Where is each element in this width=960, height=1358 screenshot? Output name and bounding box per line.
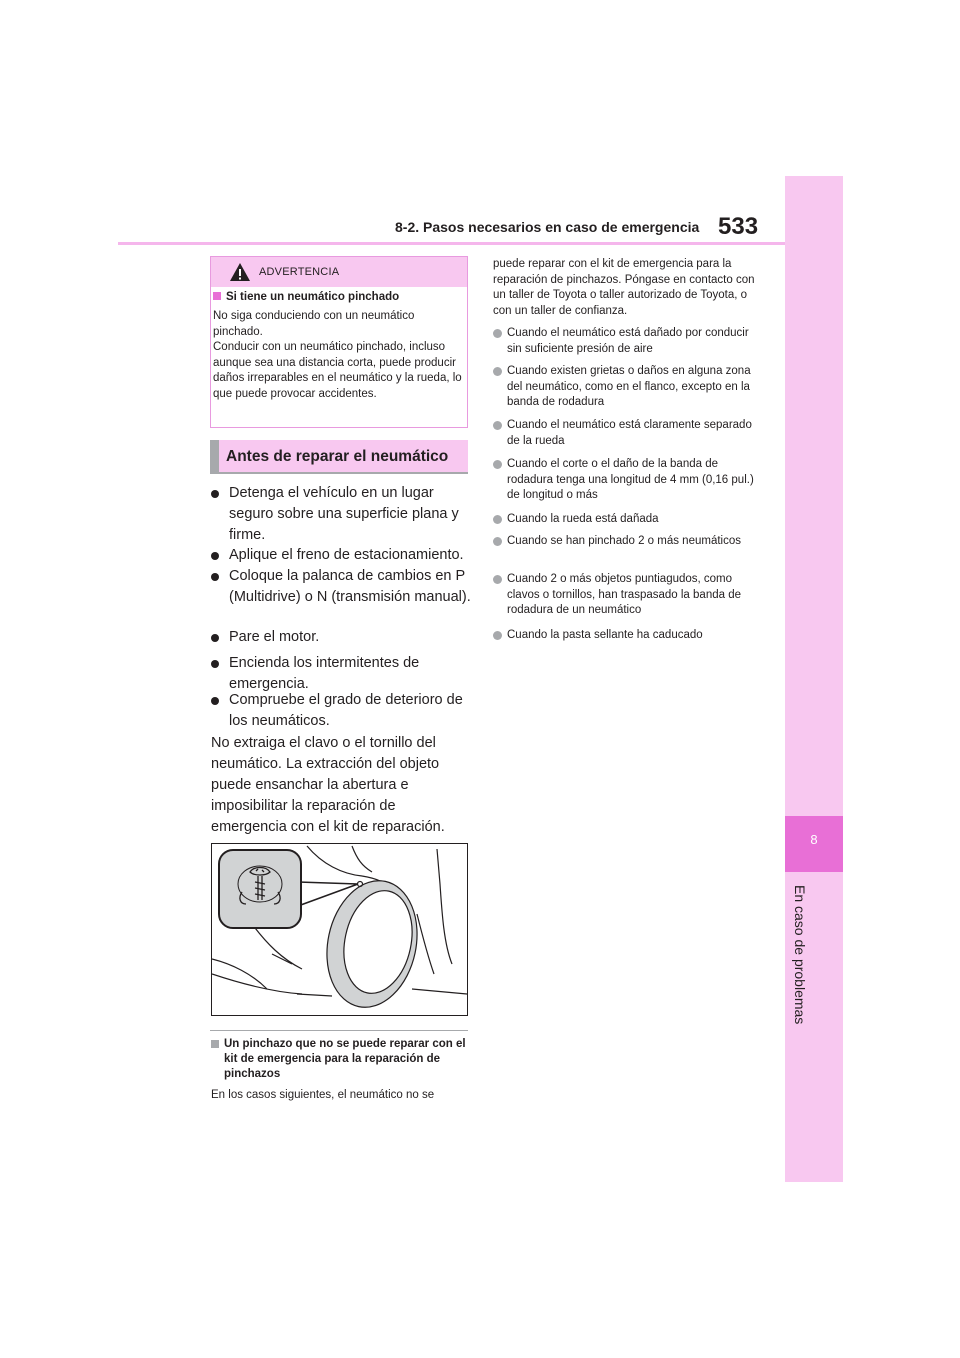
bullet-icon [493,515,502,524]
list-item-text: Cuando 2 o más objetos puntiagudos, como clavos o tornillos, han traspasado la banda de rodadura de un neumático [507,573,741,616]
square-bullet-icon [213,292,221,300]
subsection-rule [210,1030,468,1031]
warning-subtitle [213,291,399,303]
list-item-text: Aplique el freno de estacionamiento. [229,547,464,563]
subsection-body: En los casos siguientes, el neumático no se [211,1089,435,1101]
list-item-text: Pare el motor. [229,629,320,645]
square-bullet-icon [211,1040,219,1048]
list-item-text: Coloque la palanca de cambios en P (Multidrive) o N (transmisión manual). [229,568,471,605]
warning-triangle-icon [229,262,251,282]
list-item-text: Cuando el corte o el daño de la banda de rodadura tenga una longitud de 4 mm (0,16 pul.) de longitud o más [507,458,754,501]
bullet-icon [493,329,502,338]
bullet-icon [493,460,502,469]
bullet-icon [493,537,502,546]
list-item [493,628,761,644]
list-item-text: Cuando la pasta sellante ha caducado [507,629,703,641]
bullet-icon [211,573,219,581]
list-item [493,534,761,566]
list-item-text: Encienda los intermitentes de emergencia. [229,655,420,692]
warning-header [211,257,467,287]
list-item [493,572,761,620]
bullet-icon [211,660,219,668]
list-item-text: Compruebe el grado de deterioro de los neumáticos. [229,692,463,729]
list-item-text: Detenga el vehículo en un lugar seguro sobre una superficie plana y firme. [229,485,459,543]
tire-illustration-icon [212,844,467,1015]
bullet-icon [211,697,219,705]
list-item-text: Cuando el neumático está claramente separado de la rueda [507,419,752,447]
subsection-title: Un pinchazo que no se puede reparar con el kit de emergencia para la reparación de pinchazos [224,1038,466,1080]
tire-nail-illustration [211,843,468,1016]
warning-subtitle-text: Si tiene un neumático pinchado [226,291,400,303]
bullet-icon [211,552,219,560]
chapter-title: En caso de problemas [792,885,808,1025]
bullet-icon [493,631,502,640]
bullet-icon [211,490,219,498]
list-item-text: Cuando existen grietas o daños en alguna zona del neumático, como en el flanco, excepto en la banda de rodadura [507,365,751,408]
page-number: 533 [718,213,759,240]
section-heading-bar [210,440,219,472]
bullet-icon [493,421,502,430]
header-rule [118,242,785,245]
section-title: Antes de reparar el neumático [226,448,449,465]
list-item-text: Cuando el neumático está dañado por conducir sin suficiente presión de aire [507,327,749,355]
running-header: 8-2. Pasos necesarios en caso de emergencia [395,219,700,235]
section-heading [210,440,468,474]
list-item [493,364,761,412]
warning-body: No siga conduciendo con un neumático pinchado. Conducir con un neumático pinchado, incluso aunque sea una distancia corta, puede producir daños irreparables en el neumático y la rueda, lo que puede provocar accidentes. [213,310,462,400]
list-item [493,457,761,505]
bullet-icon [493,367,502,376]
list-item [493,512,761,528]
bullet-icon [493,575,502,584]
list-item [493,326,761,358]
body-paragraph: No extraiga el clavo o el tornillo del neumático. La extracción del objeto puede ensanchar la abertura e imposibilitar la reparación de emergencia con el kit de reparación. [211,735,445,835]
bullet-icon [211,634,219,642]
warning-box [210,256,468,428]
list-item [493,418,761,450]
chapter-number: 8 [810,832,818,847]
right-intro-paragraph: puede reparar con el kit de emergencia para la reparación de pinchazos. Póngase en contacto con un taller de Toyota o taller autorizado de Toyota, o con un taller de confianza. [493,258,755,317]
list-item-text: Cuando la rueda está dañada [507,513,659,525]
warning-label: ADVERTENCIA [259,266,340,278]
list-item-text: Cuando se han pinchado 2 o más neumáticos [507,535,741,547]
